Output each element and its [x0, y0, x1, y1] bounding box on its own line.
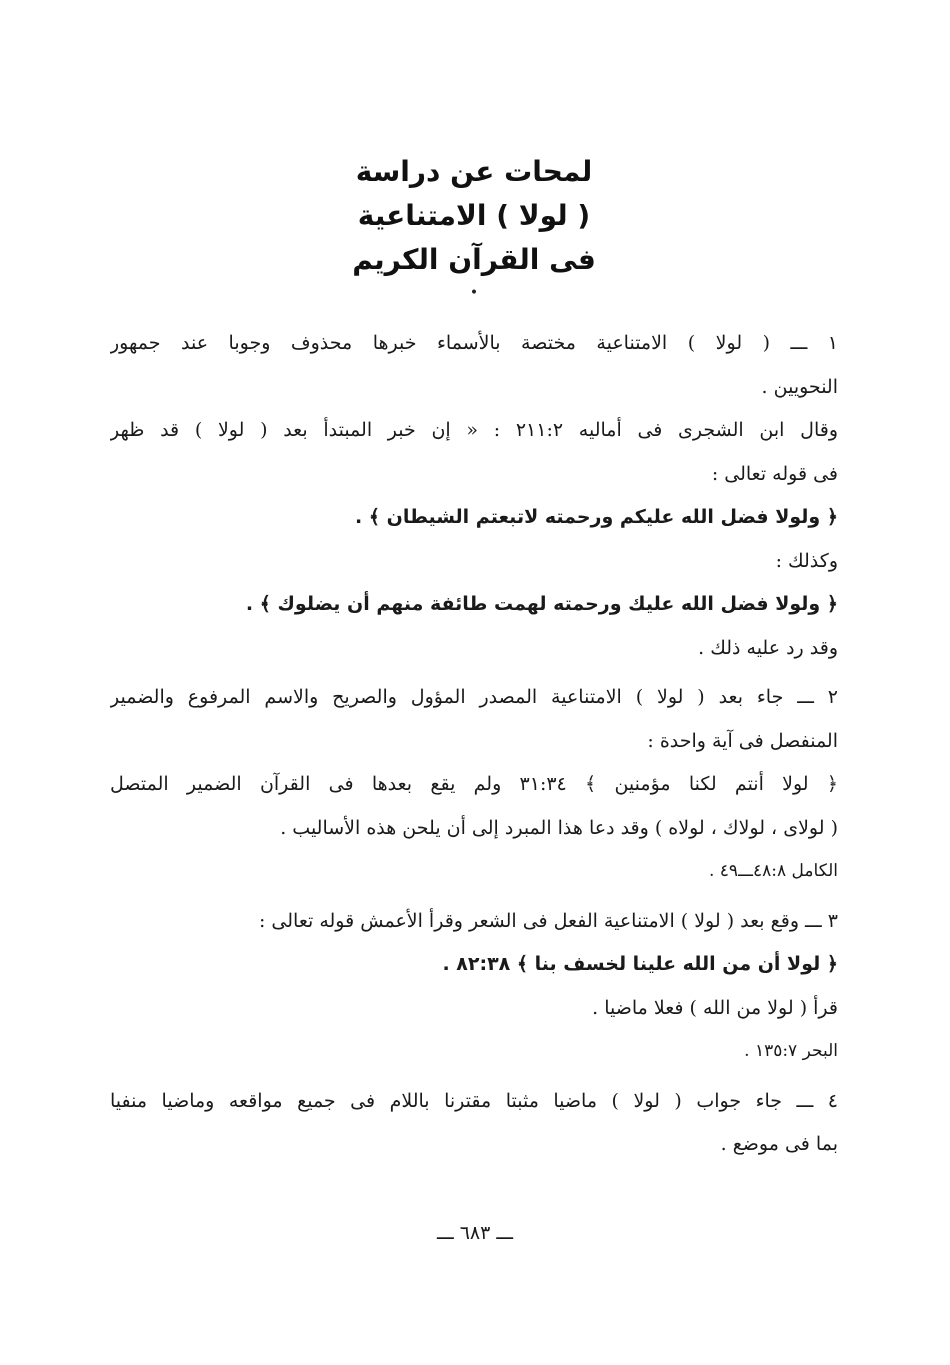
text-line-19: بما فى موضع . [720, 1133, 838, 1155]
text-line-17: البحر ١٣٥:٧ . [744, 1041, 838, 1061]
page-number: ـــ ٦٨٣ ـــ [436, 1222, 514, 1244]
text-line-9: ٢ ـــ جاء بعد ( لولا ) الامتناعية المصدر المؤول والصريح والاسم المرفوع والضمير [110, 686, 838, 708]
verse-line-2: ﴿ ولولا فضل الله عليك ورحمته لهمت طائفة منهم أن يضلوك ﴾ . [245, 593, 838, 615]
text-line-11: ﴿ لولا أنتم لكنا مؤمنين ﴾ ٣١:٣٤ ولم يقع بعدها فى القرآن الضمير المتصل [110, 773, 838, 795]
title-ornament: • [469, 285, 479, 301]
verse-line-3: ﴿ لولا أن من الله علينا لخسف بنا ﴾ ٨٢:٣٨ . [442, 953, 838, 975]
title-block [110, 150, 838, 300]
text-line-2: النحويين . [761, 375, 838, 398]
text-line-18: ٤ ـــ جاء جواب ( لولا ) ماضيا مثبتا مقترنا باللام فى جميع مواقعه وماضيا منفيا [110, 1089, 838, 1112]
text-line-8: وقد رد عليه ذلك . [698, 636, 838, 659]
text-line-3: وقال ابن الشجرى فى أماليه ٢١١:٢ : « إن خبر المبتدأ بعد ( لولا ) قد ظهر [110, 419, 838, 441]
text-line-10: المنفصل فى آية واحدة : [647, 729, 838, 752]
text-line-13: الكامل ٤٨:٨ـــ٤٩ . [708, 861, 838, 881]
text-line-4: فى قوله تعالى : [711, 462, 838, 485]
text-line-1: ١ ـــ ( لولا ) الامتناعية مختصة بالأسماء خبرها محذوف وجوبا عند جمهور [110, 332, 838, 354]
verse-line-1: ﴿ ولولا فضل الله عليكم ورحمته لاتبعتم الشيطان ﴾ . [355, 506, 838, 528]
text-line-14: ٣ ـــ وقع بعد ( لولا ) الامتناعية الفعل فى الشعر وقرأ الأعمش قوله تعالى : [258, 909, 838, 932]
page-body [110, 150, 838, 1167]
text-line-12: ( لولاى ، لولاك ، لولاه ) وقد دعا هذا المبرد إلى أن يلحن هذه الأساليب . [280, 816, 838, 839]
title-line-1: لمحات عن دراسة [355, 155, 593, 188]
text-line-16: قرأ ( لولا من الله ) فعلا ماضيا . [592, 996, 838, 1019]
title-line-3: فى القرآن الكريم [352, 243, 596, 276]
text-line-6: وكذلك : [775, 549, 838, 572]
title-line-2: ( لولا ) الامتناعية [357, 199, 591, 232]
